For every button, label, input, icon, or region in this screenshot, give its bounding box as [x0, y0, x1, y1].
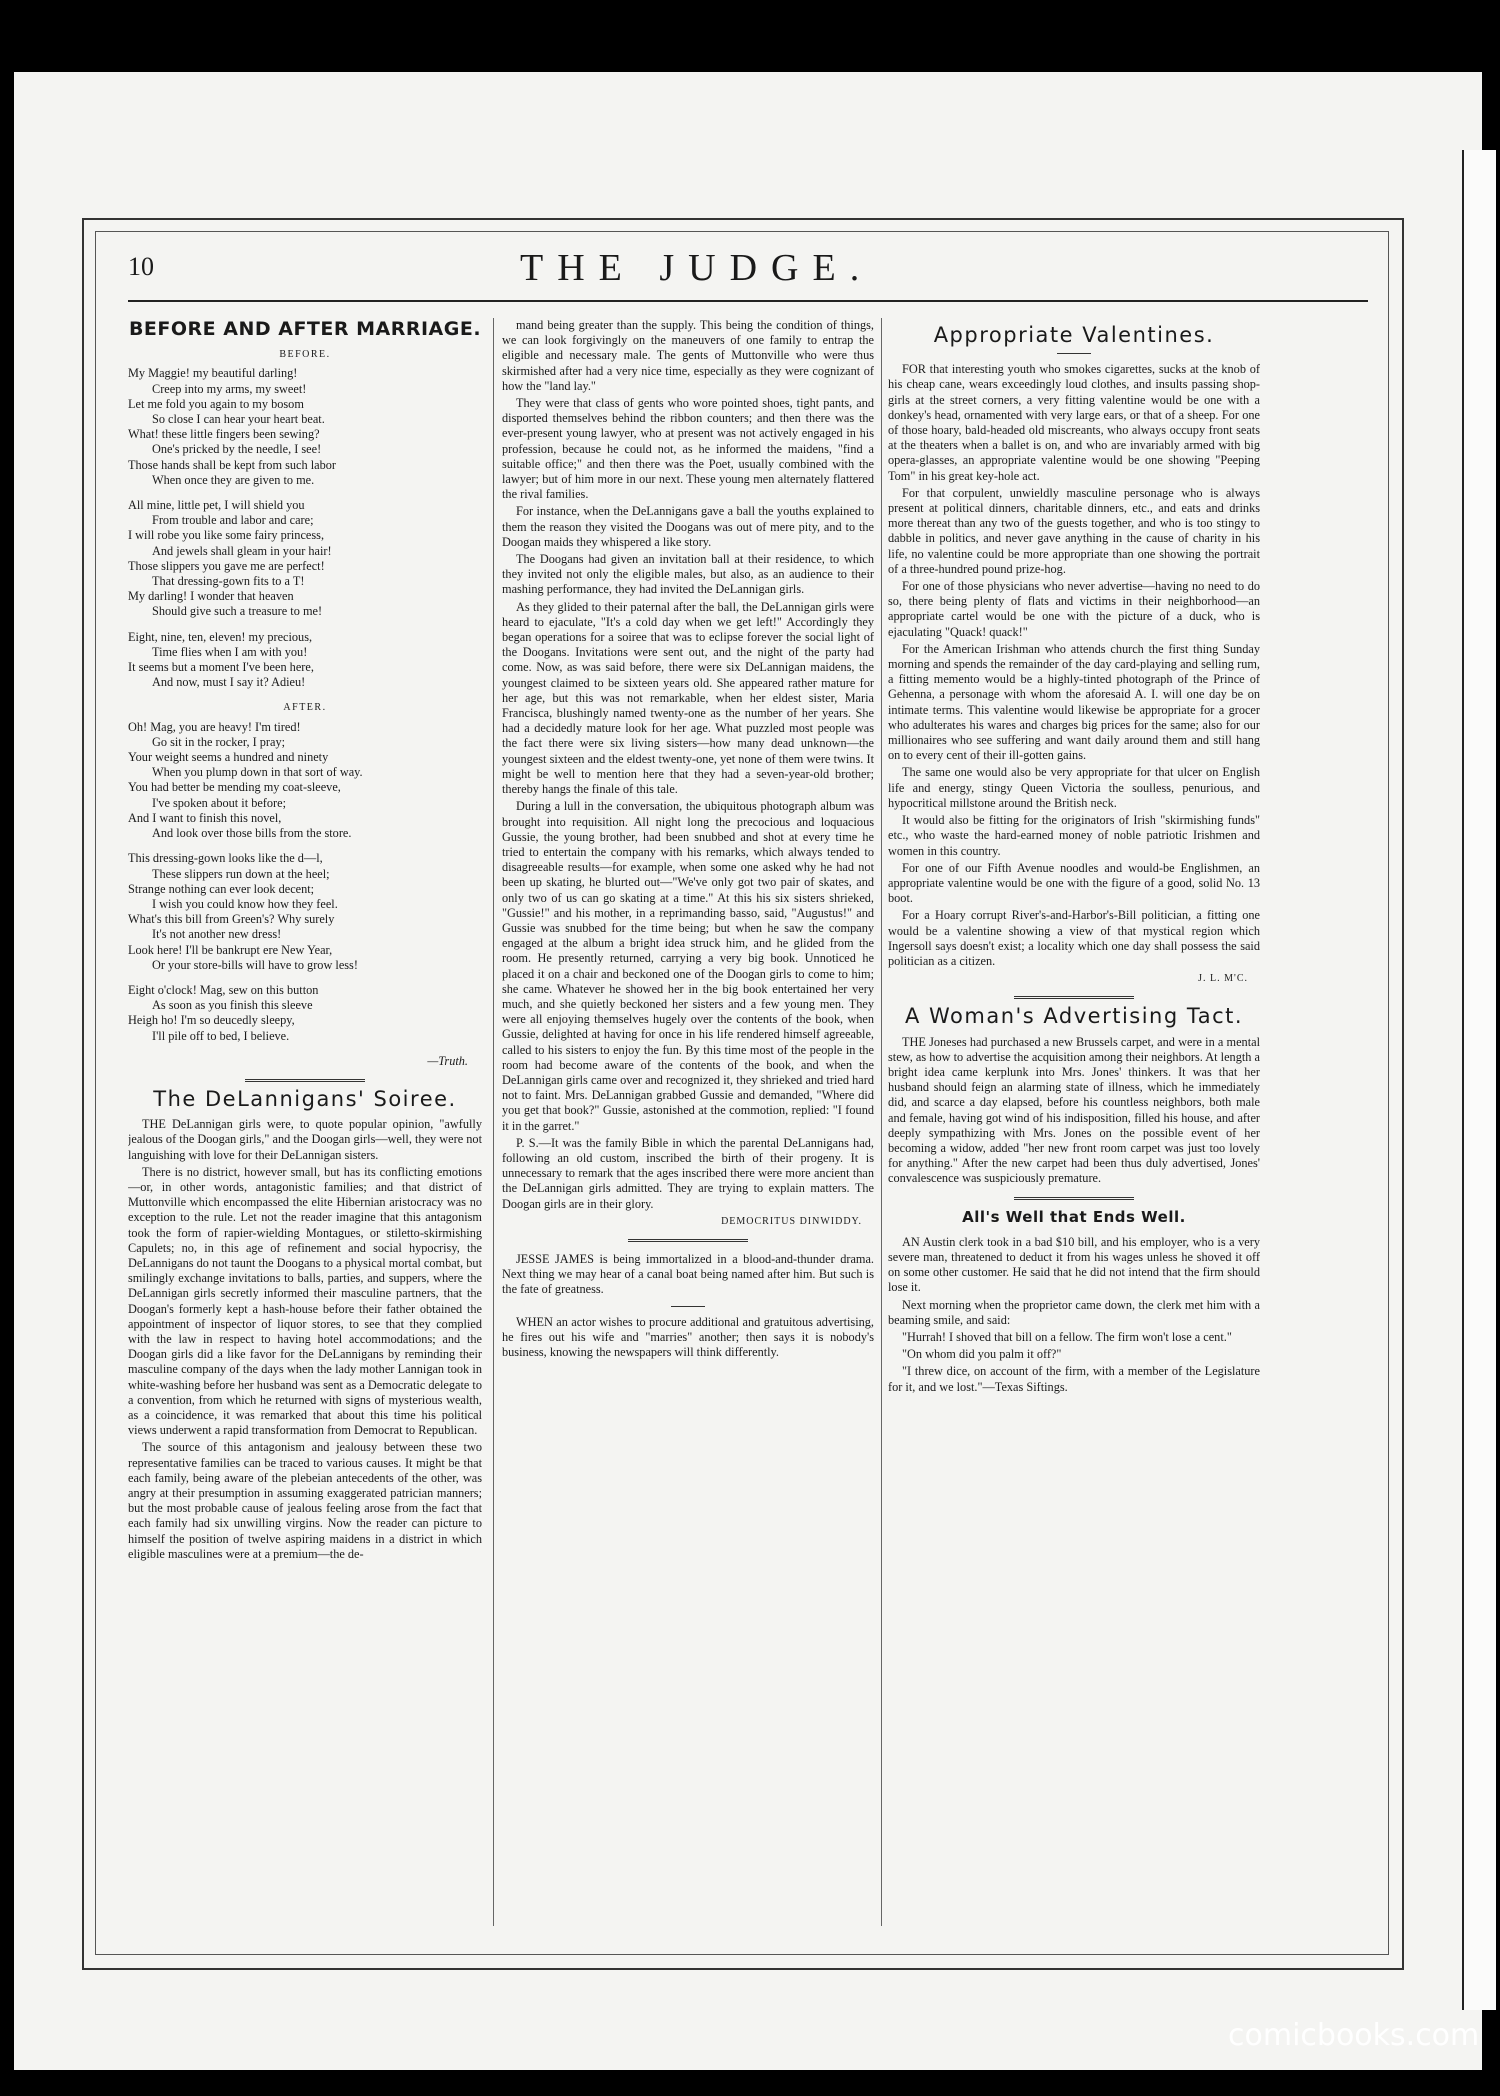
- verse-line: When you plump down in that sort of way.: [152, 765, 363, 780]
- paragraph: For one of our Fifth Avenue noodles and would-be Englishmen, an appropriate valentine would be one with the figure of a good, solid No. 13 boot.: [888, 860, 1260, 906]
- verse-line: That dressing-gown fits to a T!: [152, 574, 305, 589]
- paragraph: "On whom did you palm it off?": [902, 1347, 1062, 1362]
- paragraph: As they glided to their paternal after the ball, the DeLannigan girls were heard to ejaculate, "It's a cold day when we get left!" Accordingly they began operations for a soiree that was to eclipse forever the social light of the Doogans. Invitations were sent out, and the night of the party had come. Now, as was said before, there were six DeLannigan maidens, the youngest claimed to be sixteen years old. She appeared rather mature for her age, but this was not remarkable, when her eldest sister, Maria Francisca, blushingly named twenty-one as the number of her years. She had a decidedly mature look for her age. What puzzled most people was the fact there were six living sisters—how many dead unknown—the youngest sixteen and the eldest twenty-one, yet none of them were twins. It might be well to mention here that they had a seven-year-old brother; thereby hangs the finale of this tale.: [502, 599, 874, 797]
- paragraph: mand being greater than the supply. This being the condition of things, we can look forgivingly on the maneuvers of one family to entrap the eligible and necessary male. The gents of Muttonville who were thus skirmished after had a very nice time, especially as they were cognizant of how the "land lay.": [502, 318, 874, 393]
- paragraph: FOR that interesting youth who smokes cigarettes, sucks at the knob of his cheap cane, wears exceedingly loud clothes, and insults passing shop-girls at the street corners, a very fitting valentine would be one with a donkey's head, ornamented with very large ears, or that of a sheep. For one of those hoary, bald-headed old miscreants, who always occupy front seats at the theaters when a ballet is on, and who are invariably armed with big opera-glasses, an appropriate valentine would be one showing "Peeping Tom" in his great key-hole act.: [888, 362, 1260, 483]
- paragraph: The source of this antagonism and jealousy between these two representative families can be traced to various causes. It might be that each family, being aware of the plebeian antecedents of the other, was angry at their presumption in assuming exaggerated patrician manners; but the most probable cause of jealous feeling arose from the fact that each family had six unwilling virgins. Now the reader can picture to himself the position of twelve aspiring maidens in a district in which eligible masculines were at a premium—the de-: [128, 1440, 482, 1561]
- column-divider: [881, 318, 882, 1926]
- paragraph: For a Hoary corrupt River's-and-Harbor's-Bill politician, a fitting one would be a valentine showing a view of that mystical region which Ingersoll says doesn't exist; a locality which one day shall possess the said politician as a citizen.: [888, 908, 1260, 968]
- paragraph: P. S.—It was the family Bible in which the parental DeLannigans had, following an old custom, inscribed the birth of their progeny. It is unnecessary to remark that the ages inscribed there were more ancient than the DeLannigan girls admitted. They are trying to explain matters. The Doogan girls are in their glory.: [502, 1135, 874, 1211]
- soiree-title: The DeLannigans' Soiree.: [153, 1086, 457, 1111]
- column-3: [888, 318, 1260, 1926]
- paragraph: "Hurrah! I shoved that bill on a fellow. The firm won't lose a cent.": [902, 1329, 1232, 1344]
- verse-line: My Maggie! my beautiful darling!: [128, 366, 298, 381]
- tact-title: A Woman's Advertising Tact.: [904, 1004, 1244, 1029]
- masthead: THE JUDGE.: [520, 247, 874, 289]
- paragraph: The Doogans had given an invitation ball at their residence, to which they invited not only the eligible males, but also, as an audience to their mashing performance, they had invited the DeLannigan girls.: [502, 552, 874, 597]
- verse-line: What! these little fingers been sewing?: [128, 427, 320, 442]
- verse-line: I wish you could know how they feel.: [152, 896, 338, 911]
- paragraph: There is no district, however small, but has its conflicting emotions—or, in other words, antagonistic families; and that district of Muttonville which encompassed the elite Hibernian aristocracy was no exception to the rule. Let not the reader imagine that this antagonism took the form of rapier-wielding Montagues, or stiletto-skirmishing Capulets; no, in this age of refinement and social hypocrisy, the DeLannigans do not taunt the Doogans to a physical mortal combat, but smilingly exchange invitations to balls, parties, and suppers, where the DeLannigan girls secretly informed their masculine partners, that the Doogan's formerly kept a hash-house before their father obtained the appointment of inspector of liquor stores, to see that they complied with the law in respect to having hotel accommodations; and the Doogan girls did a like favor for the DeLannigans by reminding their masculine company of the days when the lady mother Lannigan took in white-washing before her husband was sent as a Democratic delegate to a convention, from which he returned with signs of mysterious wealth, as a coincidence, it was remarked that about this time his political views underwent a rapid transformation from Democrat to Republican.: [128, 1164, 482, 1438]
- wells-body: [888, 1235, 1260, 1395]
- poem-before: [128, 366, 482, 690]
- verse-line: And look over those bills from the store.: [152, 826, 352, 841]
- paragraph: They were that class of gents who wore pointed shoes, tight pants, and disported themselves behind the ribbon counters; and then there was the ever-present young lawyer, who at present was not actively engaged in his profession, because he could not, as he informed the maidens, "find a suitable office;" and then there was the Poet, usually combined with the lawyer; but of him more in our next. These young men alternately flattered the rival families.: [502, 396, 874, 502]
- paragraph: It would also be fitting for the originators of Irish "skirmishing funds" etc., who waste the hard-earned money of noble patriotic Irishmen and women in this country.: [888, 813, 1260, 858]
- article-separator: [1014, 1197, 1134, 1200]
- verse-line: I've spoken about it before;: [152, 795, 287, 810]
- watermark: comicbooks.com: [1228, 2018, 1480, 2053]
- verse-line: It's not another new dress!: [152, 927, 282, 942]
- stanza: [128, 630, 482, 691]
- verse-line: All mine, little pet, I will shield you: [128, 498, 305, 513]
- verse-line: It seems but a moment I've been here,: [128, 660, 314, 675]
- item-separator: [671, 1306, 705, 1307]
- page-number: 10: [128, 252, 154, 281]
- paragraph: For that corpulent, unwieldly masculine personage who is always present at political dinners, charitable dinners, etc., and eats and drinks more thereat than any two of the guests together, and who is too stingy to dabble in politics, and never gave anything in the cause of charity in his life, no valentine could be more appropriate than one showing the portrait of a three-hundred pound prize-hog.: [888, 485, 1260, 576]
- poem-after: [128, 720, 482, 1044]
- verse-line: Go sit in the rocker, I pray;: [152, 734, 286, 749]
- header-rule: [128, 300, 1368, 302]
- verse-line: You had better be mending my coat-sleeve,: [128, 780, 341, 795]
- jesse-james-item: JESSE JAMES is being immortalized in a blood-and-thunder drama. Next thing we may hear of a canal boat being named after him. But such is the fate of greatness.: [502, 1251, 874, 1297]
- verse-line: Should give such a treasure to me!: [152, 604, 323, 619]
- wells-title: All's Well that Ends Well.: [962, 1207, 1186, 1226]
- verse-line: And I want to finish this novel,: [128, 810, 282, 825]
- poem-title: BEFORE AND AFTER MARRIAGE.: [128, 318, 482, 340]
- soiree-body: [128, 1117, 482, 1562]
- paragraph: THE DeLannigan girls were, to quote popular opinion, "awfully jealous of the Doogan girls," and the Doogan girls—well, they were not languishing with love for their DeLannigan sisters.: [128, 1117, 482, 1162]
- paragraph: For the American Irishman who attends church the first thing Sunday morning and spends the remainder of the day card-playing and selling rum, a fitting memento would be a highly-tinted photograph of the Prince of Gehenna, a personage with whom the aforesaid A. I. will one day be on intimate terms. This valentine would likewise be appropriate for a grocer who adulterates his wares and charges big prices for the same; also for our millionaires who see suffering and want daily around them and still hang on to every cent of their ill-gotten gains.: [888, 641, 1260, 763]
- verse-line: Eight o'clock! Mag, sew on this button: [128, 982, 319, 997]
- soiree-signature: DEMOCRITUS DINWIDDY.: [721, 1215, 862, 1227]
- poem-section-before: BEFORE.: [279, 349, 331, 361]
- verse-line: My darling! I wonder that heaven: [128, 589, 294, 604]
- article-separator: [1014, 996, 1134, 999]
- verse-line: When once they are given to me.: [152, 472, 315, 487]
- verse-line: Those slippers you gave me are perfect!: [128, 558, 325, 573]
- verse-line: And now, must I say it? Adieu!: [152, 675, 306, 690]
- verse-line: So close I can hear your heart beat.: [152, 412, 325, 427]
- actor-item: WHEN an actor wishes to procure additional and gratuitous advertising, he fires out his wife and "marries" another; then says it is nobody's business, knowing the newspapers will think differently.: [502, 1314, 874, 1359]
- adjacent-page-edge: [1462, 150, 1496, 2010]
- paragraph: "I threw dice, on account of the firm, with a member of the Legislature for it, and we lost."—Texas Siftings.: [888, 1364, 1260, 1394]
- verse-line: One's pricked by the needle, I see!: [152, 442, 322, 457]
- verse-line: Creep into my arms, my sweet!: [152, 381, 307, 396]
- stanza: [128, 983, 482, 1044]
- paragraph: Next morning when the proprietor came down, the clerk met him with a beaming smile, and said:: [888, 1297, 1260, 1327]
- paragraph: For one of those physicians who never advertise—having no need to do so, there being plenty of flats and victims in their neighborhood—an appropriate cartel would be one with the picture of a duck, who is ejaculating "Quack! quack!": [888, 579, 1260, 639]
- poem-section-after: AFTER.: [283, 702, 327, 714]
- verse-line: Look here! I'll be bankrupt ere New Year,: [128, 942, 333, 957]
- verse-line: I'll pile off to bed, I believe.: [152, 1028, 290, 1043]
- valentines-title: Appropriate Valentines.: [933, 323, 1215, 347]
- valentines-body: [888, 362, 1260, 969]
- verse-line: Eight, nine, ten, eleven! my precious,: [128, 629, 313, 644]
- valentines-signature: J. L. M'C.: [1198, 973, 1248, 985]
- verse-line: Oh! Mag, you are heavy! I'm tired!: [128, 719, 301, 734]
- article-separator: [628, 1239, 748, 1242]
- verse-line: Your weight seems a hundred and ninety: [128, 750, 329, 765]
- verse-line: Or your store-bills will have to grow less!: [152, 957, 358, 972]
- verse-line: Time flies when I am with you!: [152, 644, 308, 659]
- verse-line: Heigh ho! I'm so deucedly sleepy,: [128, 1013, 295, 1028]
- column-divider: [493, 318, 494, 1926]
- paragraph: For instance, when the DeLannigans gave a ball the youths explained to them the reason they visited the Doogans was out of mere pity, and to the Doogan maids they whispered a like story.: [502, 504, 874, 549]
- verse-line: What's this bill from Green's? Why surely: [128, 912, 335, 927]
- stanza: [128, 366, 482, 488]
- paragraph: The same one would also be very appropriate for that ulcer on English life and energy, stingy Queen Victoria the soulless, penurious, and hypocritical millstone around the British neck.: [888, 765, 1260, 810]
- verse-line: Strange nothing can ever look decent;: [128, 881, 315, 896]
- column-1: [128, 318, 482, 1926]
- verse-line: From trouble and labor and care;: [152, 513, 314, 528]
- verse-line: As soon as you finish this sleeve: [152, 998, 313, 1013]
- paragraph: AN Austin clerk took in a bad $10 bill, and his employer, who is a very severe man, threatened to deduct it from his wages unless he shoved it off on some other customer. He said that he did not intend that the firm should lose it.: [888, 1234, 1260, 1295]
- soiree-body-continued: [502, 318, 874, 1212]
- verse-line: Let me fold you again to my bosom: [128, 396, 304, 411]
- paragraph: During a lull in the conversation, the ubiquitous photograph album was brought into requisition. All night long the precocious and loquacious Gussie, the young brother, had been snubbed and shot at every time he tried to entertain the company with his remarks, which always tended to disagreeable results—for example, when some one asked why he had not been up skating, he blurted out—"We've only got two pair of skates, and only two of us can go skating at a time." At this his six sisters shrieked, "Gussie!" and his mother, in a reprimanding basso, said, "Augustus!" and Gussie was snubbed for the time being; but when he saw the company engaged at the album a bright idea struck him, and he glided from the room. He presently returned, carrying a very big book. Unnoticed he placed it on a chair and beckoned one of the Doogan girls to come to him; she came. Whatever he showed her in the big book entertained her very much, and she quietly beckoned her sisters and a few young men. They were all enjoying themselves hugely over the contents of the book, when Gussie, delighted at having for once in his life rendered himself agreeable, called to his sisters to enjoy the fun. By this time most of the people in the room had become aware of the contents of the book, and when the DeLannigan girls came over and recognized it, they shrieked and tried hard not to faint. Mrs. DeLannigan grabbed Gussie and demanded, "Where did you get that book?" Gussie, astonished at the commotion, replied: "I found it in the garret.": [502, 799, 874, 1133]
- verse-line: And jewels shall gleam in your hair!: [152, 543, 332, 558]
- stanza: [128, 720, 482, 842]
- tact-body: THE Joneses had purchased a new Brussels carpet, and were in a mental stew, as how to advertise the acquisition among their neighbors. At length a bright idea came kerplunk into Mrs. Jones' thinkers. It was that her husband should feign an alarming state of illness, which he immediately did, and scarce a day elapsed, before his countless neighbors, both male and female, having got wind of his indisposition, filled his house, and after deeply sympathizing with Mrs. Jones on the possible event of her becoming a widow, added "her new front room carpet was just too lovely for anything." After the new carpet had been thus duly advertised, Jones' convalescence was suspiciously premature.: [888, 1034, 1260, 1186]
- article-separator: [245, 1079, 365, 1082]
- verse-line: I will robe you like some fairy princess,: [128, 528, 325, 543]
- column-2: [502, 318, 874, 1926]
- poem-credit: —Truth.: [427, 1053, 468, 1068]
- stanza: [128, 851, 482, 973]
- verse-line: These slippers run down at the heel;: [152, 866, 330, 881]
- stanza: [128, 498, 482, 620]
- verse-line: This dressing-gown looks like the d—l,: [128, 851, 323, 866]
- verse-line: Those hands shall be kept from such labor: [128, 457, 336, 472]
- item-separator: [1057, 353, 1091, 354]
